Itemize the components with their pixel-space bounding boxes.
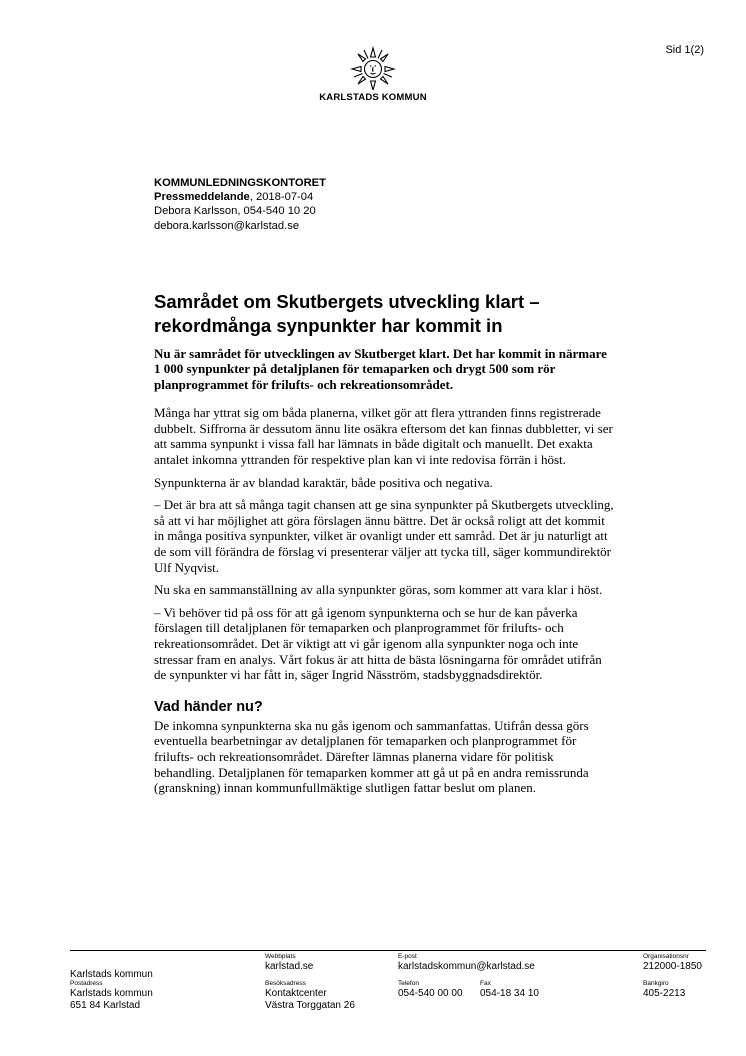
document-type: Pressmeddelande bbox=[154, 191, 250, 204]
footer-email: E-post karlstadskommun@karlstad.se bbox=[398, 953, 535, 972]
footer-org-number: Organisationsnr 212000-1850 bbox=[643, 953, 702, 972]
page-number: Sid 1(2) bbox=[665, 44, 704, 56]
footer-fax: Fax 054-18 34 10 bbox=[480, 980, 539, 999]
article-paragraph: – Vi behöver tid på oss för att gå igenom synpunkterna och se hur de kan påverka förslagen till detaljplanen för temaparken och planprogrammet för frilufts- och rekreationsområdet. Det är viktigt att vi går igenom alla synpunkter noga och inte stressar fram en analys. Vårt fokus är att hitta de bästa lösningarna för området utifrån de synpunkter vi har fått in, säger Ingrid Näsström, stadsbyggnadsdirektör. bbox=[154, 604, 602, 683]
press-release-line bbox=[154, 190, 326, 204]
sender-block bbox=[154, 176, 326, 233]
section-heading: Vad händer nu? bbox=[154, 698, 263, 715]
footer-phone: Telefon 054-540 00 00 bbox=[398, 980, 463, 999]
article-paragraph: De inkomna synpunkterna ska nu gås igenom och sammanfattas. Utifrån dessa görs eventuella bearbetningar av detaljplanen för temaparken och planprogrammet för frilufts- och rekreationsområdet. Därefter lämnas planerna vidare för politisk behandling. Detaljplanen för temaparken kommer att gå ut på en andra remissrunda (granskning) innan kommunfullmäktige slutligen fattar beslut om planen. bbox=[154, 717, 589, 796]
release-date: , 2018-07-04 bbox=[249, 191, 314, 204]
footer-visiting-address: Besöksadress Kontaktcenter Västra Torggatan 26 bbox=[265, 980, 355, 1011]
contact-email: debora.karlsson@karlstad.se bbox=[154, 219, 300, 232]
municipality-logo bbox=[0, 46, 746, 103]
logo-wordmark: KARLSTADS KOMMUN bbox=[319, 92, 427, 103]
footer-website: Webbplats karlstad.se bbox=[265, 953, 314, 972]
footer-org-name: Karlstads kommun bbox=[70, 969, 153, 980]
article-body bbox=[154, 290, 614, 803]
article-paragraph: – Det är bra att så många tagit chansen att ge sina synpunkter på Skutbergets utveckling, så att vi har möjlighet att göra förslagen ännu bättre. Det är också roligt att det kommit in många positiva synpunkter, vilket är ovanligt under ett samråd. Det är ju naturligt att de som vill förändra de förslag vi presenterar väljer att tycka till, säger kommundirektör Ulf Nyqvist. bbox=[154, 497, 614, 575]
article-headline: Samrådet om Skutbergets utveckling klart – rekordmånga synpunkter har kommit in bbox=[154, 291, 540, 336]
sun-emblem-icon bbox=[350, 46, 396, 90]
department-name: KOMMUNLEDNINGSKONTORET bbox=[154, 177, 326, 189]
footer-email-link[interactable]: karlstadskommun@karlstad.se bbox=[398, 961, 535, 972]
footer-postal-address: Postadress Karlstads kommun 651 84 Karlstad bbox=[70, 980, 153, 1011]
article-paragraph: Synpunkterna är av blandad karaktär, både positiva och negativa. bbox=[154, 474, 493, 490]
footer-website-link[interactable]: karlstad.se bbox=[265, 961, 314, 972]
footer-divider bbox=[70, 950, 706, 951]
article-paragraph: Många har yttrat sig om båda planerna, vilket gör att flera yttranden finns registrerade dubbelt. Siffrorna är dessutom ännu lite osäkra eftersom det kan finnas dubbletter, vi ser att samma synpunkt i vissa fall har lämnats in både digitalt och manuellt. Det exakta antalet inkomna yttranden för respektive plan kan vi inte redovisa förrän i höst. bbox=[154, 405, 613, 467]
contact-person: Debora Karlsson, 054-540 10 20 bbox=[154, 205, 316, 218]
article-paragraph: Nu ska en sammanställning av alla synpunkter göras, som kommer att vara klar i höst. bbox=[154, 582, 603, 598]
article-lead: Nu är samrådet för utvecklingen av Skutberget klart. Det har kommit in närmare 1 000 synpunkter på detaljplanen för temaparken och drygt 500 som rör planprogrammet för frilufts- och rekreationsområdet. bbox=[154, 346, 607, 392]
footer-bankgiro: Bankgiro 405-2213 bbox=[643, 980, 686, 999]
